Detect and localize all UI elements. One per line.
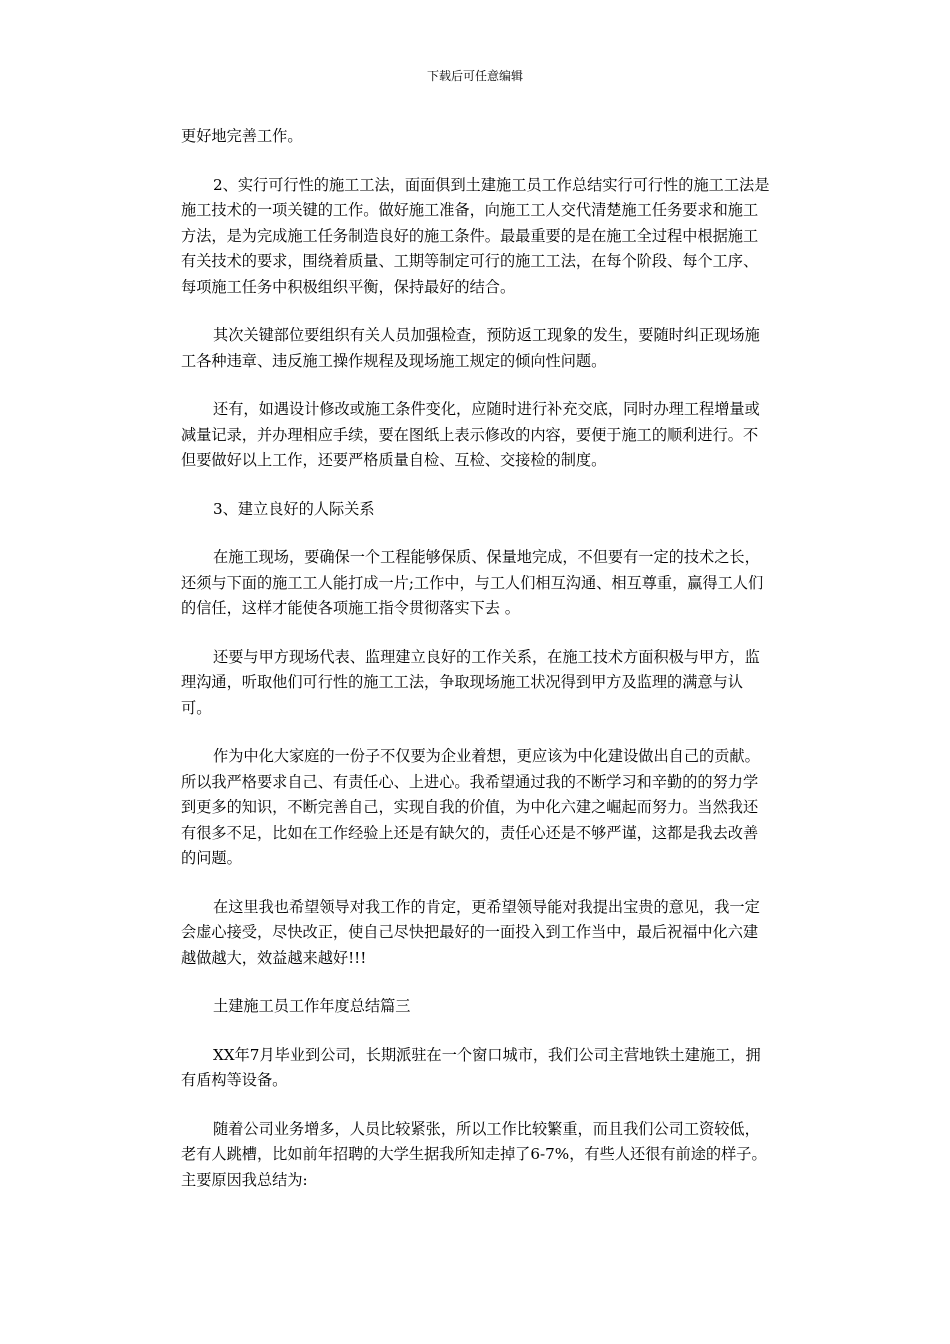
page-header: 下载后可任意编辑 — [426, 69, 523, 83]
paragraph-staffing: 随着公司业务增多，人员比较紧张，所以工作比较繁重，而且我们公司工资较低，老有人跳槽，比如前年招聘的大学生据我所知走掉了6-7%，有些人还很有前途的样子。主要原因我总结为: — [181, 1119, 767, 1189]
paragraph-closing: 在这里我也希望领导对我工作的肯定，更希望领导能对我提出宝贵的意见，我一定会虚心接受，尽快改正，使自己尽快把最好的一面投入到工作当中，最后祝福中化六建越做越大，效益越来越好!!! — [181, 897, 760, 967]
section-heading-part-three: 土建施工员工作年度总结篇三 — [213, 997, 411, 1015]
paragraph-construction-method: 2、实行可行性的施工工法，面面俱到土建施工员工作总结实行可行性的施工工法是施工技术的一项关键的工作。做好施工准备，向施工工人交代清楚施工任务要求和施工方法，是为完成施工任务制造良好的施工条件。最最重要的是在施工全过程中根据施工有关技术的要求，围绕着质量、工期等制定可行的施工工法，在每个阶段、每个工序、每项施工任务中积极组织平衡，保持最好的结合。 — [181, 175, 770, 296]
paragraph-design-changes: 还有，如遇设计修改或施工条件变化，应随时进行补充交底，同时办理工程增量或减量记录，并办理相应手续，要在图纸上表示修改的内容，要便于施工的顺利进行。不但要做好以上工作，还要严格质量自检、互检、交接检的制度。 — [181, 400, 760, 469]
paragraph-continuation: 更好地完善工作。 — [181, 127, 303, 145]
paragraph-contribution: 作为中化大家庭的一份子不仅要为企业着想，更应该为中化建设做出自己的贡献。所以我严格要求自己、有责任心、上进心。我希望通过我的不断学习和辛勤的的努力学到更多的知识，不断完善自己，实现自我的价值，为中化六建之崛起而努力。当然我还有很多不足，比如在工作经验上还是有缺欠的，责任心还是不够严谨，这都是我去改善的问题。 — [181, 747, 760, 867]
paragraph-graduation: XX年7月毕业到公司，长期派驻在一个窗口城市，我们公司主营地铁土建施工，拥有盾构等设备。 — [181, 1045, 761, 1089]
section-heading-relations: 3、建立良好的人际关系 — [213, 499, 375, 518]
paragraph-site-workers: 在施工现场，要确保一个工程能够保质、保量地完成，不但要有一定的技术之长，还须与下面的施工工人能打成一片;工作中，与工人们相互沟通、相互尊重，赢得工人们的信任，这样才能使各项施工指令贯彻落实下去 。 — [181, 548, 764, 617]
paragraph-client-supervisor: 还要与甲方现场代表、监理建立良好的工作关系，在施工技术方面积极与甲方，监理沟通，听取他们可行性的施工工法，争取现场施工状况得到甲方及监理的满意与认可。 — [181, 647, 760, 717]
paragraph-key-inspection: 其次关键部位要组织有关人员加强检查，预防返工现象的发生，要随时纠正现场施工各种违章、违反施工操作规程及现场施工规定的倾向性问题。 — [181, 326, 760, 370]
document-body — [181, 124, 773, 1216]
